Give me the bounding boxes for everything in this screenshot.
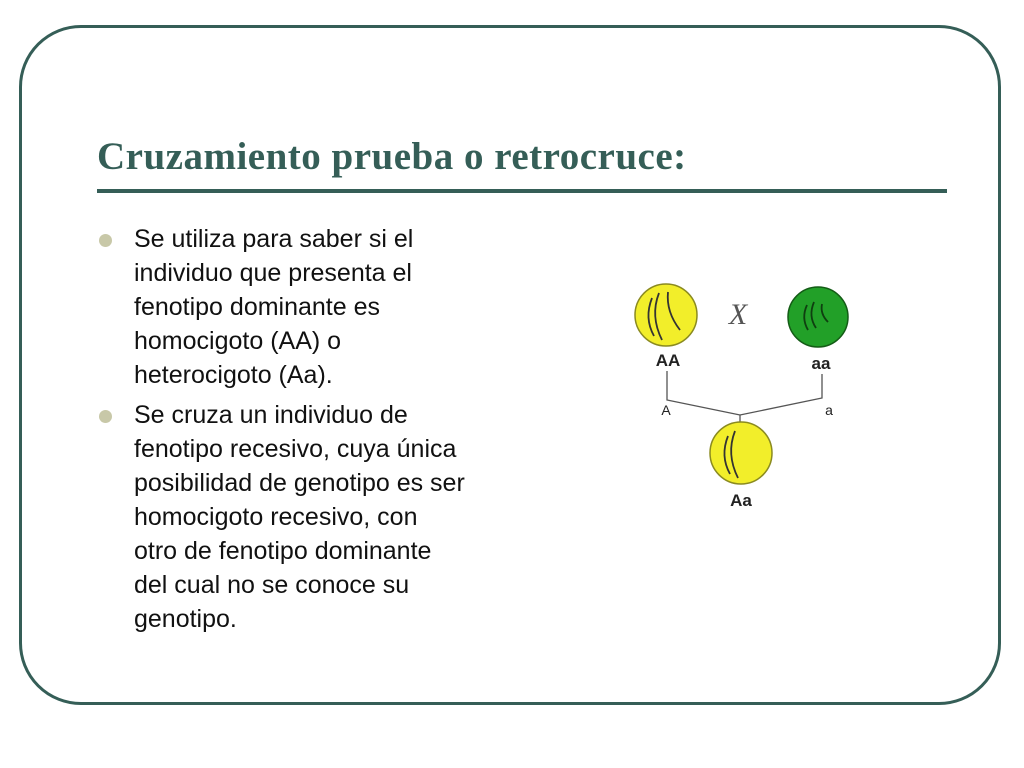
bullet-2-line: Se cruza un individuo de (134, 401, 408, 429)
offspring-cell (710, 422, 772, 484)
bullet-2-line: homocigoto recesivo, con (134, 503, 418, 531)
bullet-2-line: otro de fenotipo dominante (134, 537, 432, 565)
bullet-dot-icon (99, 234, 112, 247)
bullet-2-line: posibilidad de genotipo es ser (134, 469, 465, 497)
dominant-gamete-label: A (661, 402, 671, 418)
bullet-1-line: heterocigoto (Aa). (134, 361, 333, 389)
bullet-2-line: genotipo. (134, 605, 237, 633)
bullet-item-2 (99, 398, 569, 636)
recessive-parent-cell (788, 287, 848, 347)
slide-title: Cruzamiento prueba o retrocruce: (97, 135, 687, 178)
bullet-dot-icon (99, 410, 112, 423)
bullet-2-line: fenotipo recesivo, cuya única (134, 435, 457, 463)
test-cross-diagram (600, 270, 880, 530)
bullet-item-1 (99, 222, 569, 392)
bullet-1-line: individuo que presenta el (134, 259, 412, 287)
bullet-list (99, 222, 569, 642)
recessive-gamete-label: a (825, 402, 833, 418)
offspring-genotype-label: Aa (730, 491, 752, 510)
bullet-2-line: del cual no se conoce su (134, 571, 410, 599)
title-underline (97, 189, 947, 193)
cross-symbol-icon: X (728, 298, 748, 331)
bullet-1-line: Se utiliza para saber si el (134, 225, 414, 253)
cross-lines (667, 371, 822, 415)
dominant-parent-cell (635, 284, 697, 346)
recessive-genotype-label: aa (811, 354, 831, 373)
dominant-genotype-label: AA (655, 351, 681, 370)
bullet-1-line: fenotipo dominante es (134, 293, 381, 321)
bullet-1-line: homocigoto (AA) o (134, 327, 342, 355)
